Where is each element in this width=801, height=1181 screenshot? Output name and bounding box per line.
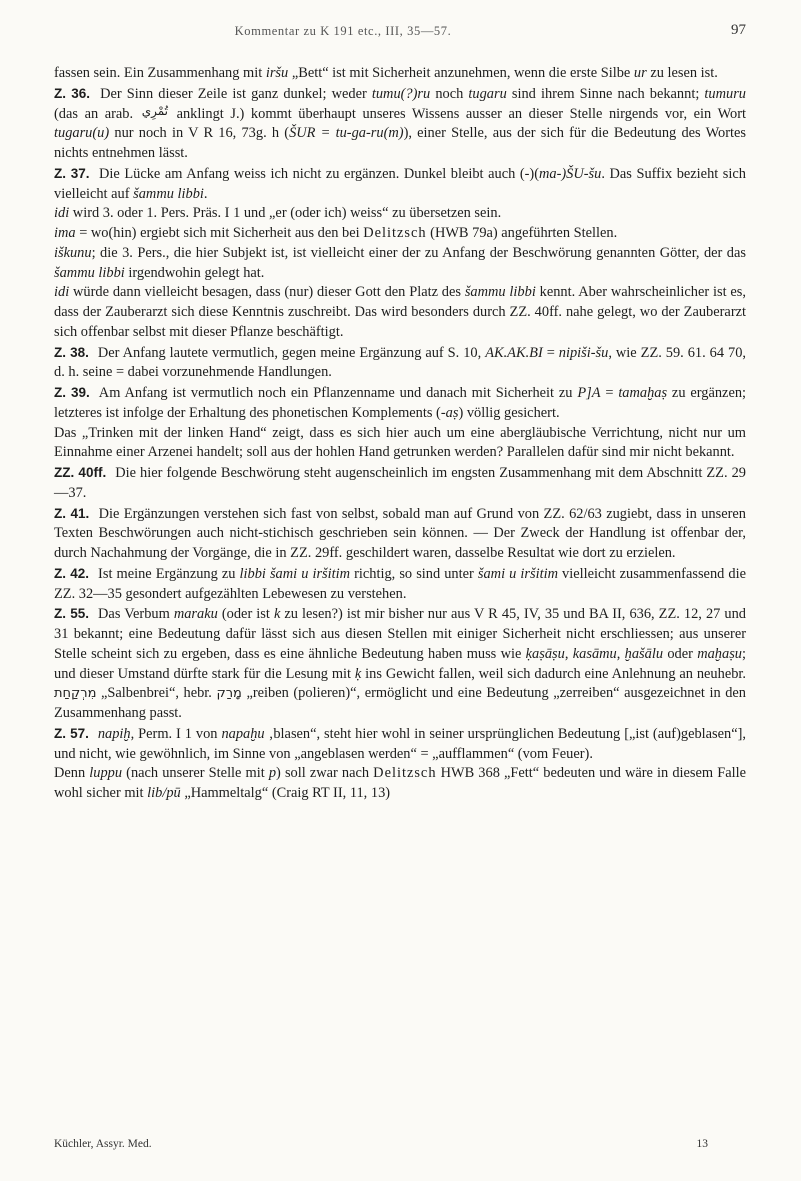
paragraph-continuation: fassen sein. Ein Zusammenhang mit iršu „Bett“ ist mit Sicherheit anzunehmen, wenn die erste Silbe ur zu lesen ist. — [54, 65, 718, 81]
arabic-word: تُمْرِي — [141, 103, 168, 118]
commentary-body — [54, 64, 746, 804]
paragraph-iskunu: iškunu; die 3. Pers., die hier Subjekt ist, ist vielleicht einer der zu Anfang der Beschwörung genannten Götter, der das šammu libbi irgendwohin gelegt hat. — [54, 244, 746, 281]
line-reference: Z. 38. — [54, 344, 89, 360]
signature-mark: Küchler, Assyr. Med. — [54, 1138, 152, 1150]
page-number: 97 — [731, 22, 746, 38]
hebrew-word: מִרְקַחַת — [54, 686, 97, 702]
page-header — [0, 24, 746, 44]
paragraph-left-hand: Das „Trinken mit der linken Hand“ zeigt, dass es sich hier auch um eine abergläubische Verrichtung, nicht nur um Einnahme einer Arzenei handelt; soll aus der hohlen Hand getrunken werden? Parallelen dafür sind mir nicht bekannt. — [54, 424, 746, 461]
line-reference: Z. 55. — [54, 606, 89, 622]
paragraph-z42: Z. 42. Ist meine Ergänzung zu libbi šami u iršitim richtig, so sind unter šami u iršitim vielleicht zusammenfassend die ZZ. 32—35 gesondert aufgezählten Lebewesen zu verstehen. — [54, 565, 746, 602]
paragraph-z39: Z. 39. Am Anfang ist vermutlich noch ein Pflanzenname und danach mit Sicherheit zu P]A = tamaḫaṣ zu ergänzen; letzteres ist infolge der Erhaltung des phonetischen Komplements (-aṣ) völlig gesichert. — [54, 385, 747, 421]
line-reference: Z. 39. — [54, 385, 90, 400]
paragraph-luppu: Denn luppu (nach unserer Stelle mit p) soll zwar nach Delitzsch HWB 368 „Fett“ bedeuten und wäre in diesem Falle wohl sicher mit lib/pū „Hammeltalg“ (Craig RT II, 11, 13) — [54, 765, 746, 801]
line-reference: Z. 36. — [54, 85, 91, 101]
line-reference: Z. 57. — [54, 725, 89, 741]
paragraph-idi-2: idi würde dann vielleicht besagen, dass (nur) dieser Gott den Platz des šammu libbi kennt. Aber wahrscheinlicher ist es, dass der Zauberarzt sich diese Kenntnis zuschreibt. Das wird besonders durch ZZ. 40ff. nahe gelegt, wo der Zauberarzt sich offenbar selbst mit dieser Pflanze beschäftigt. — [54, 284, 746, 340]
paragraph-ima: ima = wo(hin) ergiebt sich mit Sicherheit aus den bei Delitzsch (HWB 79a) angeführten Stellen. — [54, 225, 618, 241]
running-head: Kommentar zu K 191 etc., III, 35—57. — [234, 24, 452, 38]
paragraph-z55: Z. 55. Das Verbum maraku (oder ist k zu lesen?) ist mir bisher nur aus V R 45, IV, 35 und BA II, 636, ZZ. 12, 27 und 31 bekannt; eine Bedeutung dafür lässt sich aus diesen Stellen mit einiger Sicherheit nicht erschliessen; aus unserer Stelle scheint sich zu ergeben, dass es eine ähnliche Bedeutung haben muss wie ḳaṣāṣu, kasāmu, ḫašālu oder maḫaṣu; und dieser Umstand dürfte stark für die Lesung mit ḳ ins Gewicht fallen, weil sich dadurch eine Anlehnung an neuhebr. מִרְקַחַת „Salbenbrei“, hebr. מָרַק „reiben (polieren)“, ermöglicht und eine Bedeutung „zerreiben“ ausgezeichnet in den Zusammenhang passt. — [54, 606, 747, 721]
paragraph-z57: Z. 57. napiḫ, Perm. I 1 von napaḫu ‚blasen“, steht hier wohl in seiner ursprünglichen Bedeutung [„ist (auf)geblasen“], und nicht, wie gewöhnlich, im Sinne von „angeblasen werden“ = „aufflammen“ (vom Feuer). — [54, 725, 746, 762]
hebrew-word: מָרַק — [216, 686, 242, 702]
paragraph-z41: Z. 41. Die Ergänzungen verstehen sich fast von selbst, sobald man auf Grund von ZZ. 62/63 zugiebt, dass in unseren Texten Beschwörungen auch nicht-stichisch geschrieben sein können. — Der Zweck der Handlung ist offenbar der, durch Nachahmung der Vorgänge, die in ZZ. 29ff. geschildert waren, dasselbe Resultat wie dort zu erzielen. — [54, 505, 746, 561]
paragraph-z38: Z. 38. Der Anfang lautete vermutlich, gegen meine Ergänzung auf S. 10, AK.AK.BI = nipiši-šu, wie ZZ. 59. 61. 64 70, d. h. seine = dabei vorzunehmende Handlungen. — [54, 344, 747, 381]
signature-number: 13 — [696, 1138, 708, 1150]
line-reference: Z. 42. — [54, 565, 89, 581]
line-reference: Z. 41. — [54, 505, 90, 521]
line-reference: Z. 37. — [54, 165, 90, 181]
paragraph-z37: Z. 37. Die Lücke am Anfang weiss ich nicht zu ergänzen. Dunkel bleibt auch (-)(ma-)ŠU-šu. Das Suffix bezieht sich vielleicht auf šammu libbi. — [54, 165, 746, 202]
line-reference: ZZ. 40ff. — [54, 465, 107, 480]
paragraph-idi: idi wird 3. oder 1. Pers. Präs. I 1 und „er (oder ich) weiss“ zu übersetzen sein. — [54, 205, 502, 222]
paragraph-z40: ZZ. 40ff. Die hier folgende Beschwörung steht augenscheinlich im engsten Zusammenhang mit dem Abschnitt ZZ. 29—37. — [54, 465, 746, 501]
paragraph-z36: Z. 36. Der Sinn dieser Zeile ist ganz dunkel; weder tumu(?)ru noch tugaru sind ihrem Sinne nach bekannt; tumuru (das an arab. تُمْرِي anklingt J.) kommt überhaupt unseres Wissens ausser an dieser Stelle nirgends vor, ein Wort tugaru(u) nur noch in V R 16, 73g. h (ŠUR = tu-ga-ru(m)), einer Stelle, aus der sich für die Bedeutung des Wortes nichts entnehmen lässt. — [54, 85, 746, 161]
